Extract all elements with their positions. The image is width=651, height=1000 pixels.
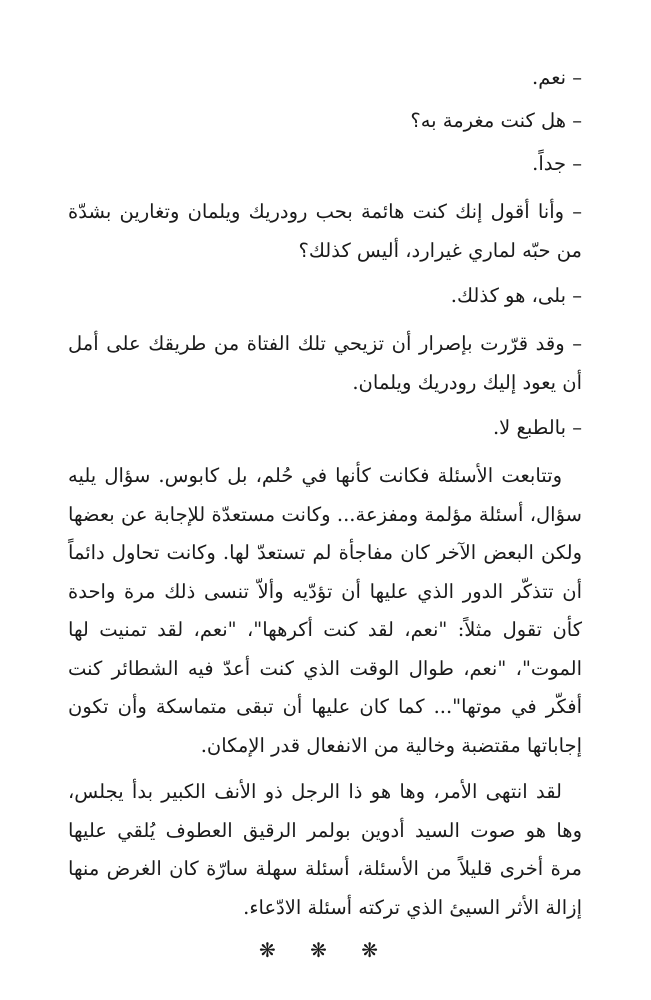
dialogue-line [68, 325, 582, 402]
narrative-paragraph [68, 773, 582, 927]
dialogue-text: – وأنا أقول إنك كنت هائمة بحب رودريك ويلمان وتغارين بشدّة من حبّه لماري غيرارد، أليس كذلك؟ [68, 200, 582, 262]
dialogue-text: – وقد قرّرت بإصرار أن تزيحي تلك الفتاة من طريقك على أمل أن يعود إليك رودريك ويلمان. [68, 332, 582, 394]
dialogue-line [68, 408, 582, 451]
dialogue-text: – بلى، هو كذلك. [450, 284, 582, 307]
section-separator: ❋ ❋ ❋ [259, 938, 392, 962]
dialogue-line [68, 101, 582, 144]
page-text [68, 58, 582, 927]
dialogue-line [68, 193, 582, 270]
dialogue-text: – نعم. [532, 66, 582, 89]
paragraph-text: لقد انتهى الأمر، وها هو ذا الرجل ذو الأنف الكبير بدأ يجلس، وها هو صوت السيد أدوين بولمر الرقيق العطوف يُلقي عليها مرة أخرى قليلاً من الأسئلة، أسئلة سهلة سارّة كان الغرض منها إزالة الأثر السيئ الذي تركته أسئلة الادّعاء. [68, 780, 582, 919]
narrative-paragraph [68, 457, 582, 765]
dialogue-line [68, 58, 582, 101]
dialogue-text: – هل كنت مغرمة به؟ [410, 109, 582, 132]
dialogue-text: – جداً. [532, 152, 582, 175]
paragraph-text: وتتابعت الأسئلة فكانت كأنها في حُلم، بل كابوس. سؤال يليه سؤال، أسئلة مؤلمة ومفزعة... وكانت مستعدّة للإجابة عن بعضها ولكن البعض الآخر كان مفاجأة لم تستعدّ لها. وكانت تحاول دائماً أن تتذكّر الدور الذي عليها أن تؤدّيه وألاّ تنسى ذلك مرة واحدة كأن تقول مثلاً: "نعم، لقد كنت أكرهها"، "نعم، لقد تمنيت لها الموت"، "نعم، طوال الوقت الذي كنت أعدّ فيه الشطائر كنت أفكّر في موتها"... كما كان عليها أن تبقى متماسكة وأن تكون إجاباتها مقتضبة وخالية من الانفعال قدر الإمكان. [68, 464, 582, 757]
dialogue-line [68, 144, 582, 187]
dialogue-text: – بالطبع لا. [492, 416, 582, 439]
dialogue-line [68, 276, 582, 319]
